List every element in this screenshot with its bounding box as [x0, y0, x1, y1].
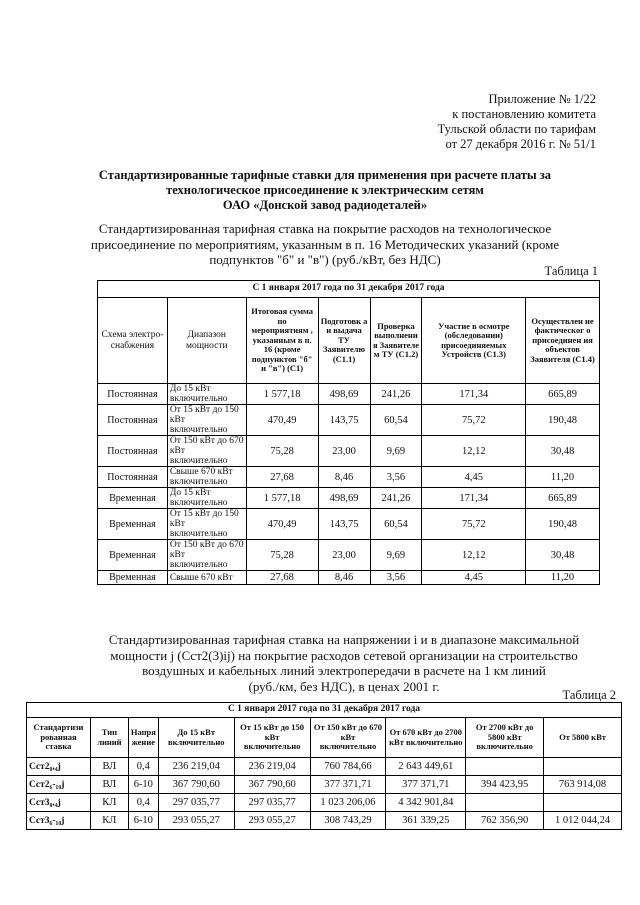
v2-cell: 367 790,60 [234, 776, 310, 794]
c12-cell: 9,69 [370, 540, 422, 571]
c11-cell: 8,46 [318, 467, 370, 488]
table1-period: С 1 января 2017 года по 31 декабря 2017 года [98, 281, 600, 298]
supply-type-cell: Постоянная [98, 436, 168, 467]
appendix-line: от 27 декабря 2016 г. № 51/1 [445, 137, 596, 151]
header-c14: Осуществлен ие фактическог о присоединен ия объектов Заявителя (С1.4) [526, 298, 600, 384]
table-row [98, 488, 600, 509]
v3-cell: 308 743,29 [310, 812, 386, 830]
section2-line: (руб./км, без НДС), в ценах 2001 г. [248, 678, 440, 694]
line-type-cell: КЛ [90, 794, 128, 812]
range-cell: Свыше 670 кВт [167, 571, 246, 585]
header-h5: От 2700 кВт до 5800 кВт включительно [466, 718, 544, 758]
table1-caption: Таблица 1 [544, 264, 598, 278]
v2-cell: 236 219,04 [234, 758, 310, 776]
v1-cell: 236 219,04 [158, 758, 234, 776]
supply-type-cell: Временная [98, 488, 168, 509]
v5-cell [466, 758, 544, 776]
v4-cell: 4 342 901,84 [386, 794, 466, 812]
v6-cell [544, 794, 622, 812]
table-row [98, 571, 600, 585]
c1-cell: 75,28 [246, 436, 318, 467]
c11-cell: 8,46 [318, 571, 370, 585]
c12-cell: 9,69 [370, 436, 422, 467]
c11-cell: 498,69 [318, 488, 370, 509]
range-cell: До 15 кВт включительно [167, 384, 246, 405]
c11-cell: 498,69 [318, 384, 370, 405]
c13-cell: 4,45 [422, 467, 526, 488]
table-row [98, 509, 600, 540]
c13-cell: 75,72 [422, 509, 526, 540]
c11-cell: 23,00 [318, 540, 370, 571]
v5-cell [466, 794, 544, 812]
c14-cell: 30,48 [526, 540, 600, 571]
table-row [98, 405, 600, 436]
c1-cell: 1 577,18 [246, 384, 318, 405]
v6-cell [544, 758, 622, 776]
line-type-cell: ВЛ [90, 758, 128, 776]
header-scheme: Схема электро-снабжения [98, 298, 168, 384]
v2-cell: 293 055,27 [234, 812, 310, 830]
section1-heading [66, 221, 584, 268]
section2-line: Стандартизированная тарифная ставка на напряжении i и в диапазоне максимальной [108, 632, 580, 647]
c1-cell: 470,49 [246, 405, 318, 436]
range-cell: Свыше 670 кВт включительно [167, 467, 246, 488]
supply-type-cell: Постоянная [98, 384, 168, 405]
supply-type-cell: Временная [98, 540, 168, 571]
supply-type-cell: Постоянная [98, 467, 168, 488]
header-h2: От 15 кВт до 150 кВт включительно [234, 718, 310, 758]
rate-code-cell: Cст3₆-₁₀j [27, 812, 91, 830]
c12-cell: 60,54 [370, 405, 422, 436]
v5-cell: 762 356,90 [466, 812, 544, 830]
c13-cell: 4,45 [422, 571, 526, 585]
v2-cell: 297 035,77 [234, 794, 310, 812]
appendix-line: к постановлению комитета [452, 107, 596, 121]
c11-cell: 143,75 [318, 509, 370, 540]
header-h1: До 15 кВт включительно [158, 718, 234, 758]
appendix-line: Тульской области по тарифам [437, 122, 596, 136]
c12-cell: 241,26 [370, 488, 422, 509]
section1-line: подпунктов "б" и "в") (руб./кВт, без НДС) [209, 252, 441, 267]
section2-heading [94, 632, 594, 694]
c13-cell: 171,34 [422, 488, 526, 509]
header-c11: Подготовк а и выдача ТУ Заявителю (С1.1) [318, 298, 370, 384]
v4-cell: 2 643 449,61 [386, 758, 466, 776]
v3-cell: 760 784,66 [310, 758, 386, 776]
table1 [97, 280, 600, 585]
v6-cell: 1 012 044,24 [544, 812, 622, 830]
rate-code-cell: Cст2₀,₄j [27, 758, 91, 776]
voltage-cell: 0,4 [128, 794, 158, 812]
document-title [60, 168, 590, 213]
supply-type-cell: Временная [98, 571, 168, 585]
c12-cell: 3,56 [370, 467, 422, 488]
c1-cell: 27,68 [246, 467, 318, 488]
c12-cell: 60,54 [370, 509, 422, 540]
section1-line: Стандартизированная тарифная ставка на покрытие расходов на технологическое [98, 221, 552, 236]
header-c12: Проверка выполнени я Заявителе м ТУ (С1.2) [370, 298, 422, 384]
range-cell: От 15 кВт до 150 кВт включительно [167, 509, 246, 540]
c13-cell: 171,34 [422, 384, 526, 405]
c12-cell: 241,26 [370, 384, 422, 405]
c14-cell: 665,89 [526, 384, 600, 405]
c1-cell: 75,28 [246, 540, 318, 571]
v6-cell: 763 914,08 [544, 776, 622, 794]
v4-cell: 377 371,71 [386, 776, 466, 794]
table2-period: С 1 января 2017 года по 31 декабря 2017 года [27, 703, 622, 718]
c14-cell: 665,89 [526, 488, 600, 509]
section2-line: воздушных и кабельных линий электропередачи в расчете на 1 км линий [142, 663, 546, 678]
voltage-cell: 6-10 [128, 812, 158, 830]
table2-caption: Таблица 2 [562, 688, 616, 702]
header-line-type: Тип линий [90, 718, 128, 758]
line-type-cell: ВЛ [90, 776, 128, 794]
v1-cell: 293 055,27 [158, 812, 234, 830]
title-line: технологическое присоединение к электрическим сетям [166, 183, 484, 197]
v5-cell: 394 423,95 [466, 776, 544, 794]
table-row [98, 436, 600, 467]
rate-code-cell: Cст3₀,₄j [27, 794, 91, 812]
table-row [98, 467, 600, 488]
header-voltage: Напря жение [128, 718, 158, 758]
table-row [27, 812, 622, 830]
c13-cell: 75,72 [422, 405, 526, 436]
header-h6: От 5800 кВт [544, 718, 622, 758]
c1-cell: 470,49 [246, 509, 318, 540]
table-row [98, 540, 600, 571]
c13-cell: 12,12 [422, 436, 526, 467]
range-cell: До 15 кВт включительно [167, 488, 246, 509]
header-c1: Итоговая сумма по мероприятиям , указанным в п. 16 (кроме подпунктов "б" и "в") (С1) [246, 298, 318, 384]
c14-cell: 190,48 [526, 509, 600, 540]
c14-cell: 190,48 [526, 405, 600, 436]
title-line: Стандартизированные тарифные ставки для применения при расчете платы за [98, 168, 552, 182]
voltage-cell: 6-10 [128, 776, 158, 794]
header-c13: Участие в осмотре (обследовании) присоединяемых Устройств (С1.3) [422, 298, 526, 384]
c13-cell: 12,12 [422, 540, 526, 571]
range-cell: От 15 кВт до 150 кВт включительно [167, 405, 246, 436]
c11-cell: 143,75 [318, 405, 370, 436]
line-type-cell: КЛ [90, 812, 128, 830]
appendix-block [356, 92, 596, 152]
c1-cell: 1 577,18 [246, 488, 318, 509]
header-rate: Стандартизи рованная ставка [27, 718, 91, 758]
v4-cell: 361 339,25 [386, 812, 466, 830]
appendix-line: Приложение № 1/22 [488, 92, 596, 106]
title-line: ОАО «Донской завод радиодеталей» [222, 198, 428, 212]
table-row [27, 794, 622, 812]
c14-cell: 30,48 [526, 436, 600, 467]
v1-cell: 297 035,77 [158, 794, 234, 812]
v3-cell: 377 371,71 [310, 776, 386, 794]
section1-line: присоединение по мероприятиям, указанным в п. 16 Методических указаний (кроме [90, 236, 560, 252]
table-row [98, 384, 600, 405]
section2-line: мощности j (Cст2(3)ij) на покрытие расходов сетевой организации на строительство [110, 647, 578, 663]
v3-cell: 1 023 206,06 [310, 794, 386, 812]
c14-cell: 11,20 [526, 571, 600, 585]
range-cell: От 150 кВт до 670 кВт включительно [167, 540, 246, 571]
header-h4: От 670 кВт до 2700 кВт включительно [386, 718, 466, 758]
header-range: Диапазон мощности [167, 298, 246, 384]
supply-type-cell: Постоянная [98, 405, 168, 436]
range-cell: От 150 кВт до 670 кВт включительно [167, 436, 246, 467]
table-row [27, 776, 622, 794]
table2 [26, 702, 622, 830]
header-h3: От 150 кВт до 670 кВт включительно [310, 718, 386, 758]
c12-cell: 3,56 [370, 571, 422, 585]
v1-cell: 367 790,60 [158, 776, 234, 794]
c14-cell: 11,20 [526, 467, 600, 488]
c11-cell: 23,00 [318, 436, 370, 467]
c1-cell: 27,68 [246, 571, 318, 585]
table-row [27, 758, 622, 776]
rate-code-cell: Cст2₆-₁₀j [27, 776, 91, 794]
voltage-cell: 0,4 [128, 758, 158, 776]
supply-type-cell: Временная [98, 509, 168, 540]
